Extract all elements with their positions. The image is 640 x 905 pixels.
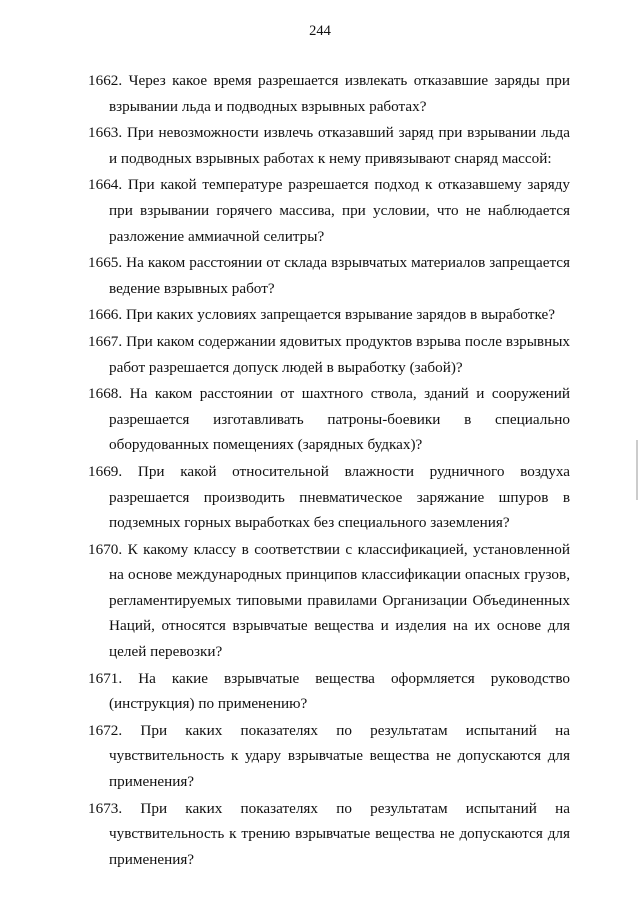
question-number: 1662. (88, 72, 123, 89)
question-item (88, 537, 570, 665)
question-number: 1665. (88, 254, 123, 272)
question-number: 1669. (88, 462, 123, 480)
question-item (88, 302, 570, 328)
question-text: Через какое время разрешается извлекать отказавшие заряды при взрывании льда и подводных взрывных работах? (109, 72, 570, 115)
question-item (88, 381, 570, 458)
question-text: При каком содержании ядовитых продуктов взрыва после взрывных работ разрешается допуск людей в выработку (забой)? (109, 332, 570, 376)
question-number: 1671. (88, 669, 123, 687)
question-number: 1667. (88, 332, 123, 350)
question-number: 1672. (88, 721, 123, 739)
question-text: При каких показателях по результатам испытаний на чувствительность к трению взрывчатые вещества не допускаются для применения? (109, 799, 570, 868)
question-text: На каком расстоянии от склада взрывчатых материалов запрещается ведение взрывных работ? (109, 254, 570, 297)
question-number: 1673. (88, 799, 123, 817)
question-item (88, 250, 570, 301)
question-number: 1670. (88, 540, 123, 558)
question-item (88, 68, 570, 119)
question-text: При каких показателях по результатам испытаний на чувствительность к удару взрывчатые вещества не допускаются для применения? (109, 721, 570, 791)
question-text: При какой температуре разрешается подход к отказавшему заряду при взрывании горячего массива, при условии, что не наблюдается разложение аммиачной селитры? (109, 176, 570, 245)
question-number: 1663. (88, 124, 123, 142)
question-list (88, 68, 570, 873)
question-item (88, 718, 570, 795)
question-item (88, 666, 570, 717)
question-number: 1666. (88, 306, 123, 324)
scan-edge-mark (636, 440, 638, 500)
question-text: К какому классу в соответствии с классификацией, установленной на основе международных принципов классификации опасных грузов, регламентируемых типовыми правилами Организации Объединенных Наций, относятся взрывчатые вещества и изделия на их основе для целей перевозки? (109, 540, 570, 661)
page-number: 244 (309, 23, 331, 39)
question-text: При каких условиях запрещается взрывание зарядов в выработке? (125, 306, 555, 324)
question-text: При невозможности извлечь отказавший заряд при взрывании льда и подводных взрывных работах к нему привязывают снаряд массой: (109, 124, 571, 167)
question-number: 1668. (88, 385, 123, 403)
question-item (88, 172, 570, 249)
question-item (88, 459, 570, 536)
question-item (88, 796, 570, 873)
question-text: На каком расстоянии от шахтного ствола, зданий и сооружений разрешается изготавливать патроны-боевики в специально оборудованных помещениях (зарядных будках)? (109, 385, 570, 454)
question-item (88, 120, 570, 171)
question-number: 1664. (88, 176, 123, 194)
question-item (88, 329, 570, 380)
question-text: При какой относительной влажности рудничного воздуха разрешается производить пневматическое заряжание шпуров в подземных горных выработках без специального заземления? (109, 462, 571, 532)
question-text: На какие взрывчатые вещества оформляется руководство (инструкция) по применению? (109, 669, 570, 713)
